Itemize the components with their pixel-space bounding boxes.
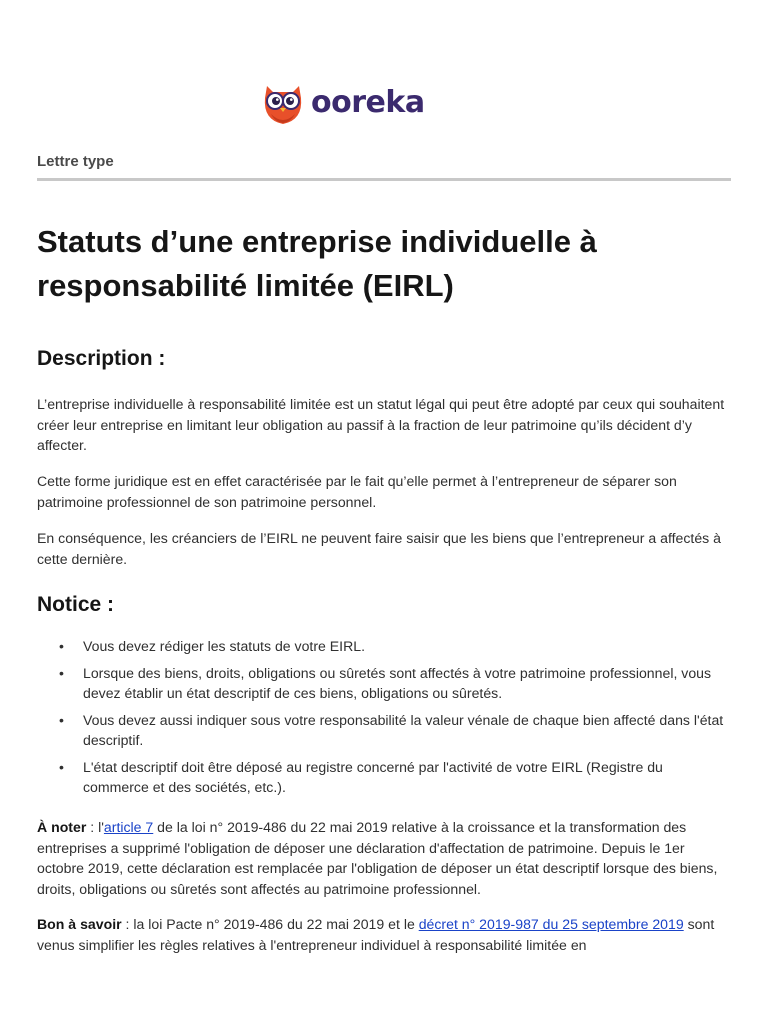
page-title: Statuts d’une entreprise individuelle à responsabilité limitée (EIRL) [37, 224, 597, 303]
bullet-icon: • [59, 638, 64, 654]
a-noter-paragraph: À noter : l'article 7 de la loi n° 2019-486 du 22 mai 2019 relative à la croissance et la transformation des entreprises a supprimé l'obligation de déposer une déclaration d'affectation de patrimoine. Depuis le 1er octobre 2019, cette déclaration est remplacée par l'obligation de déposer un état descriptif lorsque des biens, droits, obligations ou sûretés sont affectés au patrimoine professionnel. [37, 819, 718, 897]
bon-a-savoir-label: Bon à savoir [37, 916, 122, 932]
ooreka-logo[interactable] [261, 80, 425, 126]
a-noter-label: À noter [37, 819, 87, 835]
list-item: • Lorsque des biens, droits, obligations ou sûretés sont affectés à votre patrimoine professionnel, vous devez établir un état descriptif de ces biens, obligations ou sûretés. [59, 664, 712, 701]
header-divider [37, 178, 731, 181]
bullet-icon: • [59, 758, 64, 775]
bullet-icon: • [59, 711, 64, 728]
description-paragraph-1: L’entreprise individuelle à responsabilité limitée est un statut légal qui peut être adopté par ceux qui souhaitent créer leur entreprise en limitant leur obligation au passif à la fraction de leur patrimoine qu’ils décident d’y affecter. [37, 396, 725, 453]
description-paragraph-3: En conséquence, les créanciers de l’EIRL ne peuvent faire saisir que les biens que l’entrepreneur a affectés à cette dernière. [37, 530, 721, 567]
logo-wordmark: ooreka [311, 85, 425, 120]
list-item: • L'état descriptif doit être déposé au registre concerné par l'activité de votre EIRL (Registre du commerce et des sociétés, etc.). [59, 758, 663, 795]
description-paragraph-2: Cette forme juridique est en effet caractérisée par le fait qu’elle permet à l’entrepreneur de séparer son patrimoine professionnel de son patrimoine personnel. [37, 473, 677, 510]
notice-list [37, 636, 731, 804]
owl-icon [261, 80, 305, 126]
list-item: • Vous devez rédiger les statuts de votre EIRL. [37, 636, 731, 657]
notice-heading: Notice : [37, 593, 115, 616]
document-category: Lettre type [37, 153, 114, 170]
description-heading: Description : [37, 347, 166, 370]
decret-link[interactable]: décret n° 2019-987 du 25 septembre 2019 [418, 916, 684, 932]
bullet-icon: • [59, 664, 64, 681]
article-7-link[interactable]: article 7 [103, 819, 154, 835]
bon-a-savoir-paragraph: Bon à savoir : la loi Pacte n° 2019-486 du 22 mai 2019 et le décret n° 2019-987 du 25 septembre 2019 sont venus simplifier les règles relatives à l'entrepreneur individuel à responsabilité limitée en [37, 916, 715, 953]
list-item: • Vous devez aussi indiquer sous votre responsabilité la valeur vénale de chaque bien affecté dans l'état descriptif. [59, 711, 724, 748]
